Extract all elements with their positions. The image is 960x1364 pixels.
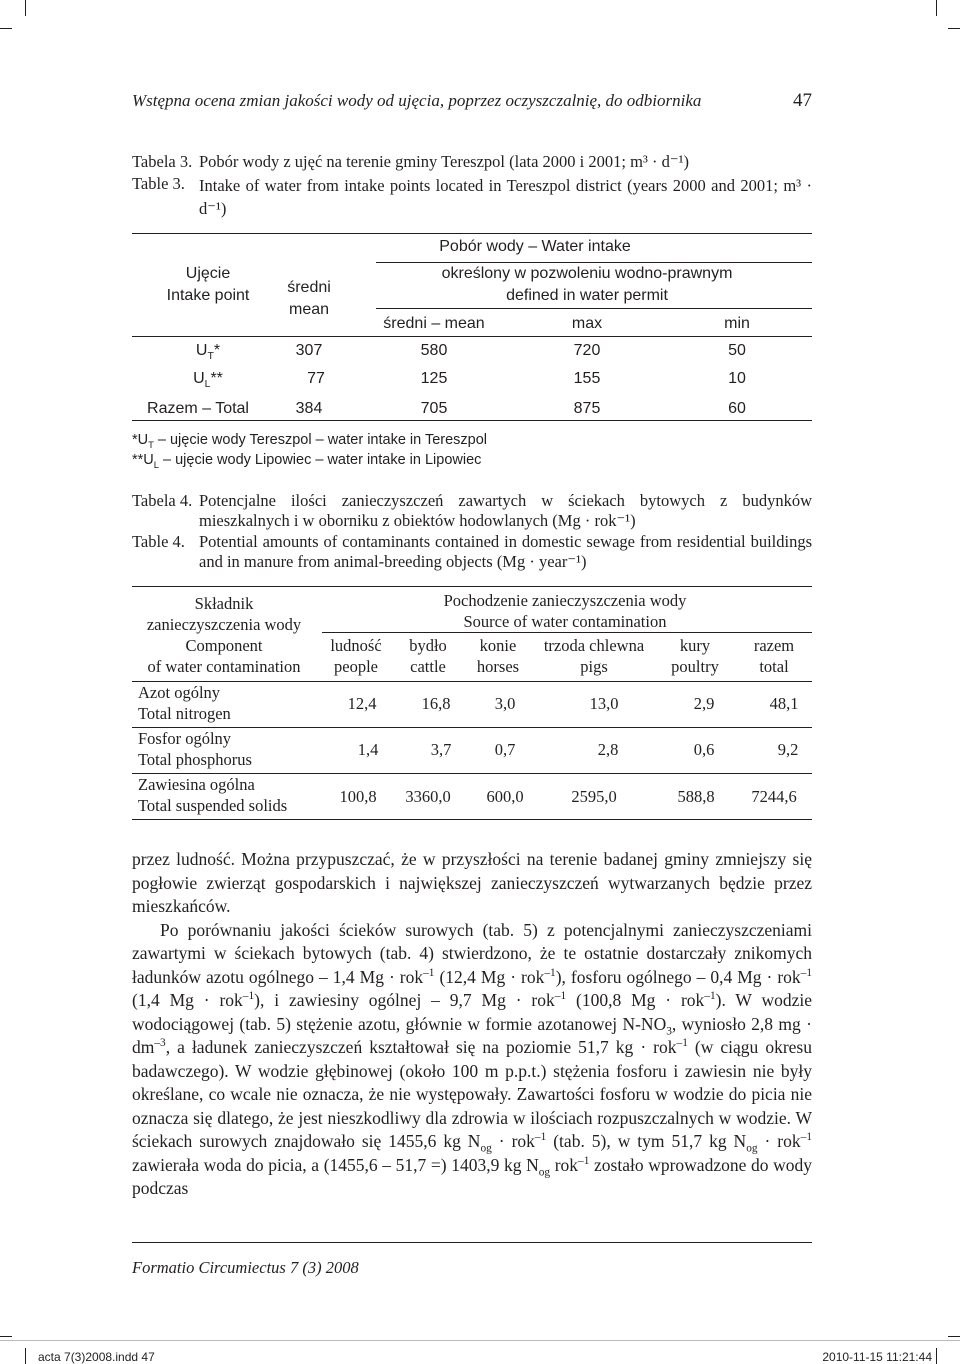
- cell-max: 155: [573, 370, 601, 387]
- head-sub-max: max: [571, 315, 603, 332]
- slug-line: [0, 1340, 960, 1341]
- cell-value: 3,0: [494, 694, 516, 713]
- head-component: Składnik: [194, 594, 254, 613]
- cell-value: 2595,0: [571, 787, 617, 806]
- table-rule: [132, 336, 812, 337]
- crop-mark: [936, 1348, 937, 1364]
- cell-value: 16,8: [421, 694, 451, 713]
- col-people-pl: ludność: [330, 636, 382, 655]
- head-component: zanieczyszczenia wody: [146, 615, 302, 634]
- cell-mean: 384: [295, 400, 323, 417]
- cell-value: 13,0: [589, 694, 619, 713]
- cell-min: 50: [728, 342, 746, 359]
- cell-max: 875: [573, 400, 601, 417]
- cell-min: 10: [728, 370, 746, 387]
- table4: [132, 586, 812, 822]
- col-horses-pl: konie: [479, 636, 517, 655]
- cell-value: 48,1: [769, 694, 799, 713]
- table3: [132, 230, 812, 430]
- table4-caption-pl: Potencjalne ilości zanieczyszczeń zawartych w ściekach bytowych z budynków mieszkalnych i w oborniku z obiektów hodowlanych (Mg · rok⁻¹): [199, 491, 812, 530]
- cell-permit-mean: 580: [420, 342, 448, 359]
- row-name: Razem – Total: [147, 400, 249, 417]
- table-rule: [132, 819, 812, 820]
- col-pigs-pl: trzoda chlewna: [543, 636, 645, 655]
- cell-value: 100,8: [339, 787, 377, 806]
- head-sub-mean: średni – mean: [383, 315, 485, 332]
- cell-value: 2,9: [693, 694, 715, 713]
- row-label-en: Total nitrogen: [138, 704, 231, 723]
- head-permit-pl: określony w pozwoleniu wodno-prawnym: [441, 265, 733, 282]
- table3-caption-pl: Pobór wody z ujęć na terenie gminy Tereszpol (lata 2000 i 2001; m³ · d⁻¹): [199, 152, 690, 171]
- head-intake-pl: Ujęcie: [185, 265, 231, 282]
- slug-file: acta 7(3)2008.indd 47: [38, 1350, 155, 1364]
- col-poultry-en: poultry: [671, 657, 719, 676]
- cell-value: 1,4: [357, 740, 379, 759]
- cell-value: 3360,0: [405, 787, 451, 806]
- col-horses-en: horses: [476, 657, 520, 676]
- table4-caption: [132, 491, 812, 581]
- cell-permit-mean: 125: [420, 370, 448, 387]
- head-intake-en: Intake point: [166, 287, 250, 304]
- table-rule: [132, 773, 812, 774]
- cell-min: 60: [728, 400, 746, 417]
- crop-mark: [948, 1336, 960, 1337]
- header-title: Wstępna ocena zmian jakości wody od ujęcia, poprzez oczyszczalnię, do odbiornika: [132, 91, 702, 110]
- table3-label-en: Table 3.: [132, 174, 185, 193]
- table-rule: [132, 586, 812, 587]
- table4-label-en: Table 4.: [132, 532, 185, 551]
- table4-label-pl: Tabela 4.: [132, 491, 193, 510]
- table3-caption: [132, 152, 812, 222]
- col-poultry-pl: kury: [679, 636, 711, 655]
- head-source-pl: Pochodzenie zanieczyszczenia wody: [443, 591, 687, 610]
- crop-mark: [936, 0, 937, 16]
- cell-value: 600,0: [486, 787, 524, 806]
- row-label-en: Total phosphorus: [138, 750, 252, 769]
- head-mean-pl: średni: [287, 279, 331, 296]
- row-label-pl: Zawiesina ogólna: [138, 775, 255, 794]
- cell-value: 12,4: [347, 694, 377, 713]
- cell-value: 2,8: [597, 740, 619, 759]
- cell-mean: 77: [307, 370, 325, 387]
- footer-rule: [132, 1242, 812, 1243]
- footnote: $*U_T$ – ujęcie wody Tereszpol – water intake in Tereszpol: [132, 432, 488, 450]
- head-permit-en: defined in water permit: [506, 287, 668, 304]
- paragraph: Po porównaniu jakości ścieków surowych (tab. 5) z potencjalnymi zanieczyszczeniami zawartymi w ściekach bytowych (tab. 4) stwierdzono, że te ostatnie dostarczały znikomych ładunków azotu ogólnego – 1,4 Mg · rok$^{-1}$ (12,4 Mg · rok$^{-1}$), fosforu ogólnego – 0,4 Mg · rok$^{-1}$ (1,4 Mg · rok$^{-1}$), i zawiesiny ogólnej – 9,7 Mg · rok$^{-1}$ (100,8 Mg · rok$^{-1}$). W wodzie wodociągowej (tab. 5) stężenie azotu, głównie w formie azotanowej $N-NO_3$, wyniosło 2,8 mg · $dm^{-3}$, a ładunek zanieczyszczeń kształtował się na poziomie 51,7 kg · rok$^{-1}$ (w ciągu okresu badawczego). W wodzie głębinowej (około 100 m p.p.t.) stężenia fosforu i zawiesin nie były określane, co wcale nie oznacza, że nie występowały. Zawartości fosforu w wodzie do picia nie oznacza się dlatego, że jest nieszkodliwy dla zdrowia w ilościach rozpuszczalnych w wodzie. W ściekach surowych znajdowało się 1455,6 kg $N_{og} \cdot rok^{-1}$ (tab. 5), w tym 51,7 kg $N_{og} \cdot rok^{-1}$ zawierała woda do picia, a (1455,6 – 51,7 =) 1403,9 kg $N_{og}$ rok$^{-1}$ zostało wprowadzone do wody podczas: [132, 919, 813, 1198]
- table-rule: [132, 681, 812, 682]
- crop-mark: [0, 1336, 12, 1337]
- table-rule: [322, 632, 812, 633]
- footnote: $**U_L$ – ujęcie wody Lipowiec – water intake in Lipowiec: [132, 452, 482, 470]
- head-component: Component: [185, 636, 263, 655]
- crop-mark: [0, 28, 12, 29]
- cell-value: 0,7: [494, 740, 516, 759]
- journal-footer: Formatio Circumiectus 7 (3) 2008: [132, 1258, 359, 1277]
- crop-mark: [25, 0, 26, 16]
- crop-mark: [948, 28, 960, 29]
- row-label-pl: Fosfor ogólny: [138, 729, 232, 748]
- table-rule: [376, 262, 812, 263]
- table3-label-pl: Tabela 3.: [132, 152, 193, 171]
- cell-value: 7244,6: [751, 787, 797, 806]
- col-cattle-en: cattle: [410, 657, 446, 676]
- table3-caption-en: Intake of water from intake points located in Tereszpol district (years 2000 and 2001; m³ · d⁻¹): [199, 176, 812, 218]
- col-pigs-en: pigs: [580, 657, 608, 676]
- cell-value: 3,7: [430, 740, 452, 759]
- body-text: [132, 848, 812, 1201]
- cell-value: 0,6: [693, 740, 715, 759]
- cell-value: 588,8: [677, 787, 715, 806]
- page-number: 47: [793, 90, 812, 111]
- cell-permit-mean: 705: [420, 400, 448, 417]
- slug-timestamp: 2010-11-15 11:21:44: [822, 1350, 932, 1364]
- paragraph: przez ludność. Można przypuszczać, że w przyszłości na terenie badanej gminy zmniejszy się pogłowie zwierząt gospodarskich i największej zanieczyszczeń wytwarzanych będzie przez mieszkańców.: [132, 849, 812, 916]
- table-rule: [132, 727, 812, 728]
- col-total-en: total: [759, 657, 789, 676]
- crop-mark: [25, 1348, 26, 1364]
- table-rule: [376, 308, 812, 309]
- col-people-en: people: [334, 657, 378, 676]
- table-rule: [132, 233, 812, 234]
- head-water-intake: Pobór wody – Water intake: [439, 238, 631, 255]
- head-component: of water contamination: [147, 657, 301, 676]
- head-mean-en: mean: [288, 301, 330, 318]
- row-label-en: Total suspended solids: [138, 796, 288, 815]
- running-header: [132, 90, 812, 112]
- row-name: $U_T*$: [195, 342, 221, 363]
- row-label-pl: Azot ogólny: [138, 683, 221, 702]
- col-cattle-pl: bydło: [409, 636, 447, 655]
- head-sub-min: min: [724, 315, 750, 332]
- row-name: $U_L**$: [193, 370, 223, 391]
- head-source-en: Source of water contamination: [463, 612, 667, 631]
- col-total-pl: razem: [753, 636, 795, 655]
- table-rule: [132, 420, 812, 421]
- table4-caption-en: Potential amounts of contaminants contained in domestic sewage from residential buildings and in manure from animal-breeding objects (Mg · year⁻¹): [199, 532, 812, 571]
- cell-mean: 307: [295, 342, 323, 359]
- cell-value: 9,2: [777, 740, 799, 759]
- cell-max: 720: [573, 342, 601, 359]
- table3-notes: [132, 430, 812, 470]
